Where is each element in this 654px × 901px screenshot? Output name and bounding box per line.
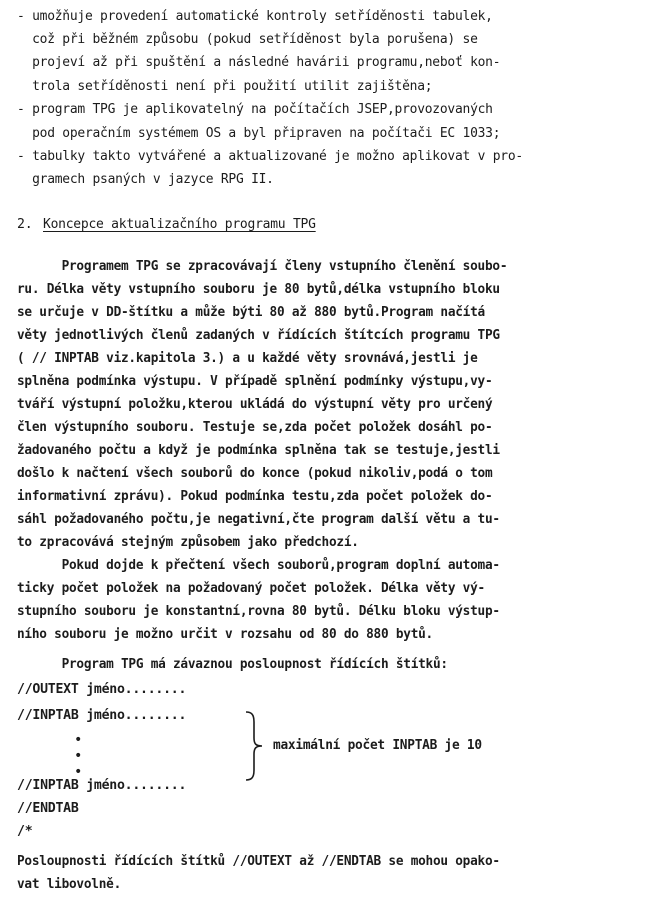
curly-brace-icon (240, 710, 270, 782)
control-card-end-marker: /* (17, 824, 33, 839)
body-line: žadovaného počtu a když je podmínka splněna tak se testuje,jestli (17, 443, 500, 458)
body-line: člen výstupního souboru. Testuje se,zda počet položek dosáhl po- (17, 420, 493, 435)
control-card-inptab-first: //INPTAB jméno........ (17, 708, 187, 723)
sequence-intro: Program TPG má závaznou posloupnost řídících štítků: (17, 657, 448, 672)
body-line: to zpracovává stejným způsobem jako předchozí. (17, 535, 359, 550)
body-line: se určuje v DD-štítku a může býti 80 až 880 bytů.Program načítá (17, 305, 485, 320)
intro-line-2: což při běžném způsobu (pokud setříděnost byla porušena) se (17, 32, 478, 47)
body-line: ticky počet položek na požadovaný počet položek. Délka věty vý- (17, 581, 485, 596)
body-line: tváří výstupní položku,kterou ukládá do výstupní věty pro určený (17, 397, 493, 412)
ellipsis-dot: • (74, 748, 83, 764)
control-card-outext: //OUTEXT jméno........ (17, 682, 187, 697)
body-line: sáhl požadovaného počtu,je negativní,čte program další větu a tu- (17, 512, 500, 527)
body-line: ního souboru je možno určit v rozsahu od 80 do 880 bytů. (17, 627, 433, 642)
body-line: věty jednotlivých členů zadaných v řídících štítcích programu TPG (17, 328, 500, 343)
ellipsis-dot: • (74, 732, 83, 748)
body-line: ru. Délka věty vstupního souboru je 80 bytů,délka vstupního bloku (17, 282, 500, 297)
intro-line-4: trola setříděnosti není při použití utilit zajištěna; (17, 79, 433, 94)
closing-line-1: Posloupnosti řídících štítků //OUTEXT až //ENDTAB se mohou opako- (17, 854, 500, 869)
body-line: stupního souboru je konstantní,rovna 80 bytů. Délku bloku výstup- (17, 604, 500, 619)
body-line: došlo k načtení všech souborů do konce (pokud nikoliv,podá o tom (17, 466, 493, 481)
intro-line-5: - program TPG je aplikovatelný na počítačích JSEP,provozovaných (17, 102, 493, 117)
intro-line-1: - umožňuje provedení automatické kontroly setříděnosti tabulek, (17, 9, 493, 24)
body-line: ( // INPTAB viz.kapitola 3.) a u každé věty srovnává,jestli je (17, 351, 478, 366)
intro-line-3: projeví až při spuštění a následné havárii programu,neboť kon- (17, 55, 501, 70)
body-line: splněna podmínka výstupu. V případě splnění podmínky výstupu,vy- (17, 374, 493, 389)
body-line: Programem TPG se zpracovávají členy vstupního členění soubo- (17, 259, 508, 274)
section-title: Koncepce aktualizačního programu TPG (43, 217, 316, 232)
intro-line-8: gramech psaných v jazyce RPG II. (17, 172, 274, 187)
intro-line-6: pod operačním systémem OS a byl připraven na počítači EC 1033; (17, 126, 501, 141)
closing-line-2: vat libovolně. (17, 877, 121, 892)
control-card-endtab: //ENDTAB (17, 801, 79, 816)
body-line: Pokud dojde k přečtení všech souborů,program doplní automa- (17, 558, 500, 573)
brace-note: maximální počet INPTAB je 10 (273, 738, 482, 753)
intro-line-7: - tabulky takto vytvářené a aktualizované je možno aplikovat v pro- (17, 149, 523, 164)
section-number: 2. (17, 217, 33, 232)
body-line: informativní zprávu). Pokud podmínka testu,zda počet položek do- (17, 489, 493, 504)
ellipsis-dot: • (74, 764, 83, 780)
control-card-inptab-last: //INPTAB jméno........ (17, 778, 187, 793)
